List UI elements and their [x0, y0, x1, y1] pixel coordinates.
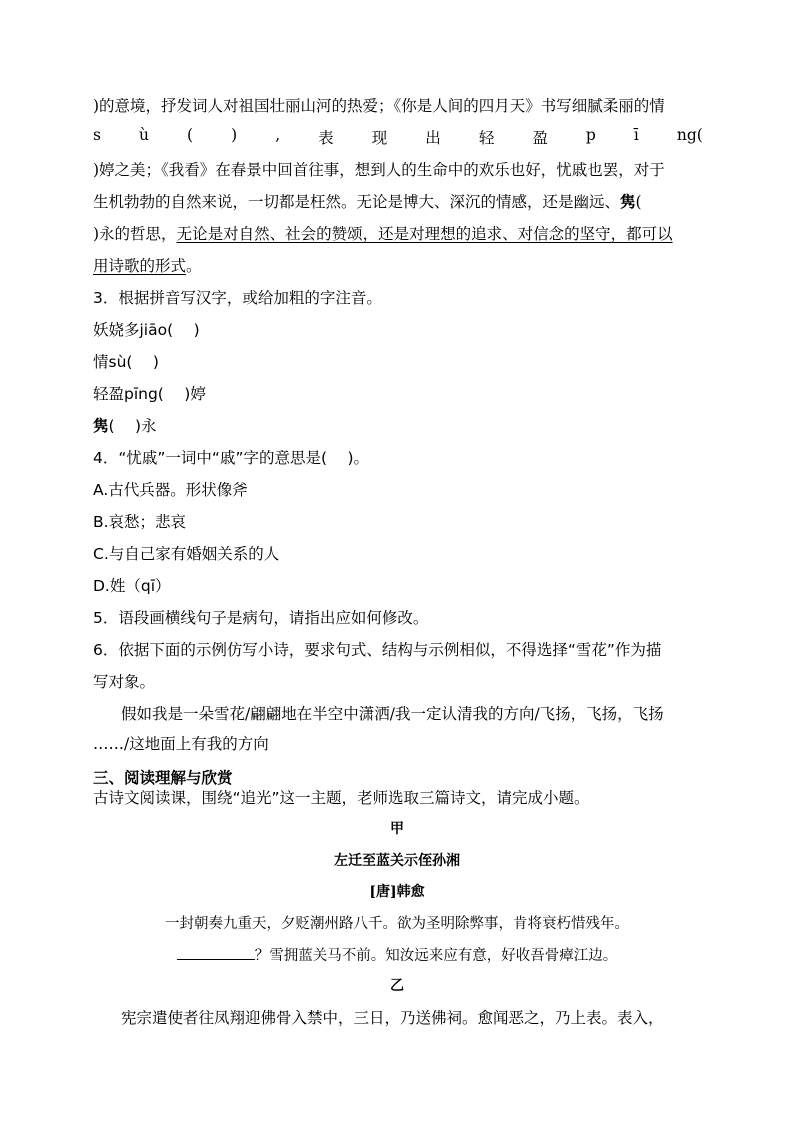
example-poem-line-1: 假如我是一朵雪花/翩翩地在半空中潇洒/我一定认清我的方向/飞扬，飞扬，飞扬 [121, 705, 664, 723]
passage-line-1 [93, 94, 703, 116]
passage-text: )的意境，抒发词人对祖国壮丽山河的热爱；《你是人间的四月天》书写细腻柔丽的情 [93, 97, 665, 115]
question-3-item-d [93, 414, 703, 436]
answer-blank: ( )永 [108, 417, 157, 435]
option-c: C.与自己家有婚姻关系的人 [93, 545, 280, 563]
text-label-yi: 乙 [390, 978, 404, 994]
example-poem-line-2: ……/这地面上有我的方向 [93, 735, 269, 753]
paren-open: ( [187, 126, 194, 144]
option-b: B.哀愁；悲哀 [93, 513, 187, 531]
passage-text: )婷之美；《我看》在春景中回首往事，想到人的生命中的欢乐也好，忧戚也罢，对于 [93, 161, 665, 179]
passage-line-5 [93, 222, 703, 244]
poem-line-2 [0, 944, 794, 965]
char: 出 [425, 129, 441, 147]
pinyin-u: ù [139, 126, 149, 144]
char: 盈 [532, 129, 548, 147]
question-6-line-2: 写对象。 [93, 673, 156, 691]
option-a: A.古代兵器。形状像斧 [93, 481, 248, 499]
char: 表 [318, 129, 334, 147]
prose-line-1: 宪宗遣使者往凤翔迎佛骨入禁中，三日，乃送佛祠。愈闻恶之，乃上表。表入， [121, 1009, 664, 1027]
poem-text: ？雪拥蓝关马不前。知汝远来应有意，好收吾骨瘴江边。 [254, 948, 618, 964]
passage-text: 生机勃勃的自然来说，一切都是枉然。无论是博大、深沉的情感，还是幽远、 [93, 193, 621, 211]
pinyin-ng: ng( [676, 126, 703, 144]
passage-line-3 [93, 158, 703, 180]
question-6-line-1: 6．依据下面的示例仿写小诗，要求句式、结构与示例相似，不得选择“雪花”作为描 [93, 641, 662, 659]
underlined-sentence: 用诗歌的形式 [93, 257, 187, 275]
paren-close: ) [231, 126, 238, 144]
question-3-item-b: 情sù( ) [93, 353, 159, 371]
passage-line-6 [93, 254, 703, 276]
text-label-jia: 甲 [390, 821, 404, 837]
char: 现 [371, 129, 388, 147]
section-heading: 三、阅读理解与欣赏 [93, 769, 233, 787]
underlined-sentence: 无论是对自然、社会的赞颂，还是对理想的追求、对信念的坚守，都可以 [176, 225, 673, 243]
question-3-item-c: 轻盈pīng( )婷 [93, 385, 206, 403]
comma: , [275, 126, 281, 144]
pinyin-p: p [585, 126, 596, 144]
passage-line-4 [93, 190, 703, 212]
poem-author: [唐]韩愈 [369, 884, 425, 900]
question-5: 5．语段画横线句子是病句，请指出应如何修改。 [93, 609, 429, 627]
poem-title: 左迁至蓝关示侄孙湘 [334, 853, 460, 869]
passage-line-2 [93, 126, 703, 148]
fill-in-blank [177, 945, 255, 960]
section-intro: 古诗文阅读课，围绕“追光”这一主题，老师选取三篇诗文，请完成小题。 [93, 789, 590, 807]
poem-line-1: 一封朝奏九重天，夕贬潮州路八千。欲为圣明除弊事，肯将衰朽惜残年。 [165, 916, 629, 932]
bold-char: 隽 [93, 417, 109, 435]
bold-char: 隽 [620, 192, 636, 211]
paren-open: ( [635, 193, 642, 211]
question-4: 4．“忧戚”一词中“戚”字的意思是( )。 [93, 449, 370, 467]
pinyin-s: s [93, 126, 101, 144]
question-3-item-a: 妖娆多jiāo( ) [93, 321, 200, 339]
option-d: D.姓（qī） [93, 577, 171, 595]
pinyin-i: ī [633, 126, 639, 144]
char: 轻 [478, 129, 495, 147]
question-3: 3．根据拼音写汉字，或给加粗的字注音。 [93, 289, 382, 307]
passage-text: )永的哲思， [93, 225, 177, 243]
period: 。 [186, 257, 202, 275]
